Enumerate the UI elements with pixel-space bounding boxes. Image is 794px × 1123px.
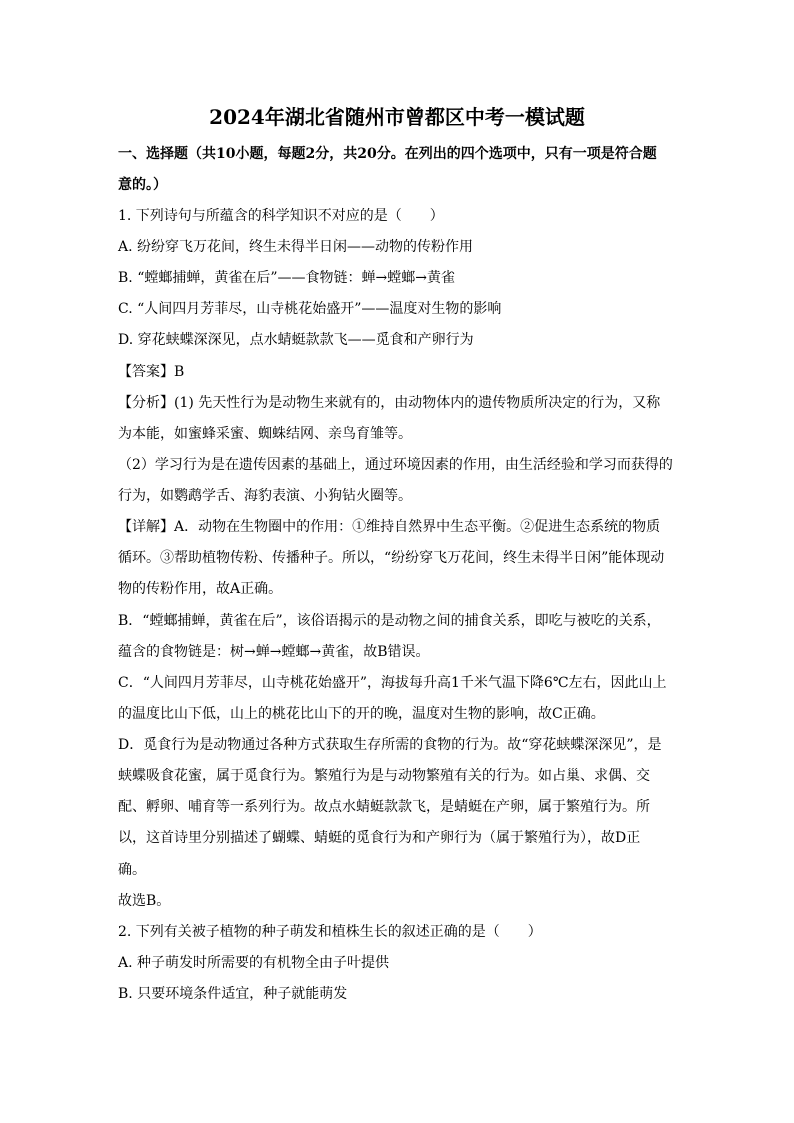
- page-title: 2024年湖北省随州市曾都区中考一模试题: [209, 105, 585, 129]
- question-1-option-d: D. 穿花蛱蝶深深见，点水蜻蜓款款飞——觅食和产卵行为: [118, 332, 474, 348]
- explanation-line: 循环。③帮助植物传粉、传播种子。所以，“纷纷穿飞万花间，终生未得半日闲”能体现动: [118, 550, 665, 566]
- question-1-option-a: A. 纷纷穿飞万花间，终生未得半日闲——动物的传粉作用: [118, 239, 474, 255]
- question-2-stem: 2. 下列有关被子植物的种子萌发和植株生长的叙述正确的是（ ）: [118, 924, 542, 940]
- explanation-line: 蕴含的食物链是：树→蝉→螳螂→黄雀，故B错误。: [118, 644, 430, 660]
- section-heading-line-1: 一、选择题（共10小题，每题2分，共20分。在列出的四个选项中，只有一项是符合题: [118, 146, 657, 162]
- question-2-option-b: B. 只要环境条件适宜，种子就能萌发: [118, 986, 348, 1002]
- explanation-line: 物的传粉作用，故A正确。: [118, 581, 283, 597]
- explanation-line: 蛱蝶吸食花蜜，属于觅食行为。繁殖行为是与动物繁殖有关的行为。如占巢、求偶、交: [118, 768, 650, 784]
- explanation-line: 以，这首诗里分别描述了蝴蝶、蜻蜓的觅食行为和产卵行为（属于繁殖行为），故D正: [118, 830, 641, 846]
- explanation-line: B．“螳螂捕蝉，黄雀在后”，该俗语揭示的是动物之间的捕食关系，即吃与被吃的关系，: [118, 613, 661, 629]
- question-1-option-b: B. “螳螂捕蝉，黄雀在后”——食物链：蝉→螳螂→黄雀: [118, 270, 455, 286]
- question-1-option-c: C. “人间四月芳菲尽，山寺桃花始盛开”——温度对生物的影响: [118, 301, 502, 317]
- explanation-line: 确。: [118, 862, 146, 878]
- explanation-line: D．觅食行为是动物通过各种方式获取生存所需的食物的行为。故“穿花蛱蝶深深见”，是: [118, 737, 662, 753]
- answer-line: 【答案】B: [118, 364, 185, 380]
- analysis-line: 为本能，如蜜蜂采蜜、蜘蛛结网、亲鸟育雏等。: [118, 426, 412, 442]
- explanation-line: C．“人间四月芳菲尽，山寺桃花始盛开”，海拔每升高1千米气温下降6℃左右，因此山上: [118, 675, 667, 691]
- analysis-line: 【分析】(1) 先天性行为是动物生来就有的，由动物体内的遗传物质所决定的行为，又称: [118, 395, 661, 411]
- analysis-line: （2）学习行为是在遗传因素的基础上，通过环境因素的作用，由生活经验和学习而获得的: [118, 457, 673, 473]
- explanation-line: 配、孵卵、哺育等一系列行为。故点水蜻蜓款款飞，是蜻蜓在产卵，属于繁殖行为。所: [118, 799, 650, 815]
- analysis-line: 行为，如鹦鹉学舌、海豹表演、小狗钻火圈等。: [118, 488, 412, 504]
- explanation-line: 的温度比山下低，山上的桃花比山下的开的晚，温度对生物的影响，故C正确。: [118, 706, 605, 722]
- question-2-option-a: A. 种子萌发时所需要的有机物全由子叶提供: [118, 955, 390, 971]
- explanation-line: 【详解】A．动物在生物圈中的作用：①维持自然界中生态平衡。②促进生态系统的物质: [118, 519, 661, 535]
- section-heading-line-2: 意的。）: [118, 177, 167, 193]
- question-1-stem: 1. 下列诗句与所蕴含的科学知识不对应的是（ ）: [118, 208, 444, 224]
- conclusion-line: 故选B。: [118, 893, 171, 909]
